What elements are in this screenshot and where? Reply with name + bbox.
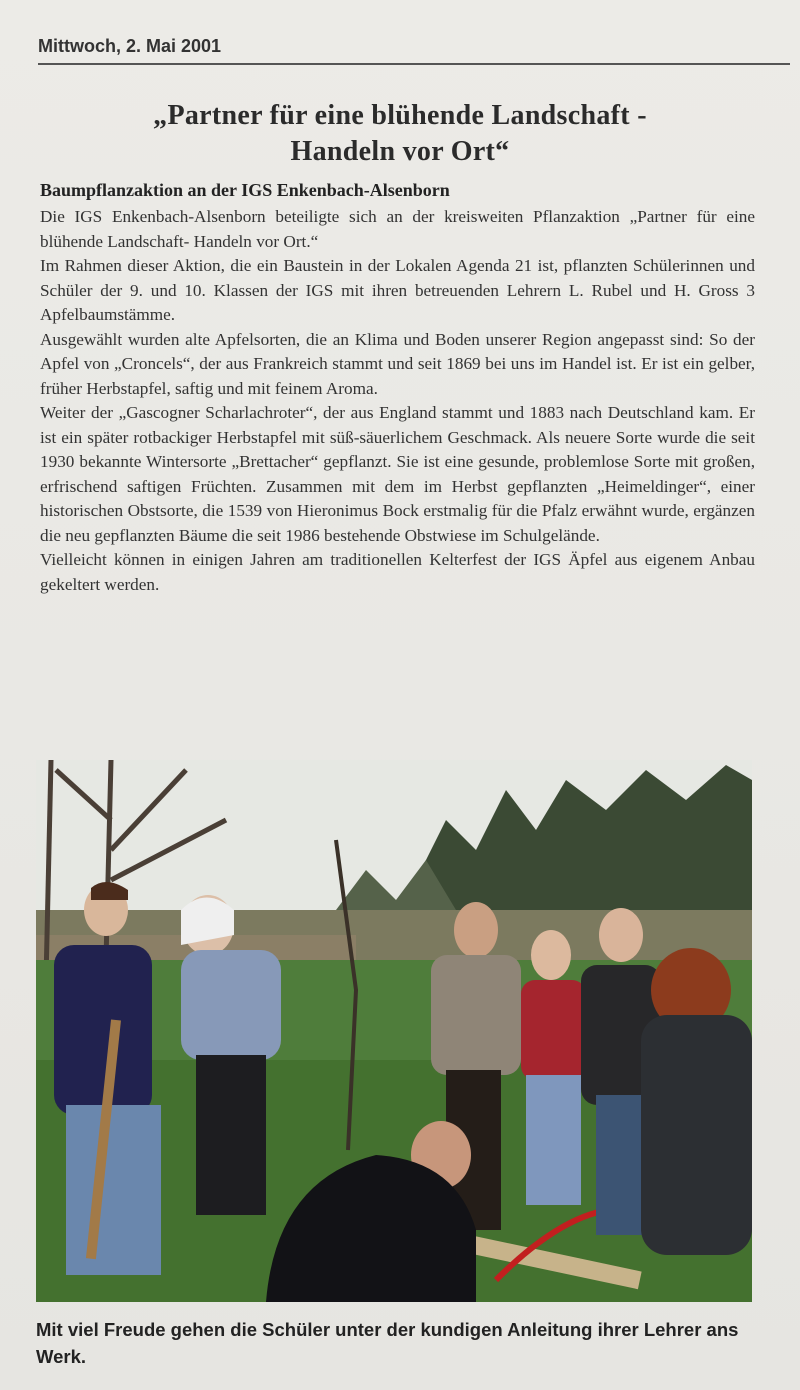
article-photo — [36, 760, 752, 1302]
photo-illustration — [36, 760, 752, 1302]
paragraph-5: Vielleicht können in einigen Jahren am traditionellen Kelterfest der IGS Äpfel aus eigenem Anbau gekeltert werden. — [40, 550, 755, 594]
paragraph-3: Ausgewählt wurden alte Apfelsorten, die an Klima und Boden unserer Region angepasst sind: So der Apfel von „Croncels“, der aus Frankreich stammt und seit 1869 bei uns im Handel ist. Er ist ein gelber, früher Herbstapfel, saftig und mit feinem Aroma. — [40, 329, 755, 398]
paragraph-1: Die IGS Enkenbach-Alsenborn beteiligte sich an der kreisweiten Pflanzaktion „Partner für eine blühende Landschaft- Handeln vor Ort.“ — [40, 207, 755, 251]
paragraph-2: Im Rahmen dieser Aktion, die ein Baustein in der Lokalen Agenda 21 ist, pflanzten Schülerinnen und Schüler der 9. und 10. Klassen der IGS mit ihren betreuenden Lehrern L. Rubel und H. Gross 3 Apfelbaumstämme. — [40, 256, 755, 324]
article-body — [40, 205, 755, 597]
headline-line-1: „Partner für eine blühende Landschaft - — [153, 100, 647, 131]
paragraph-4: Weiter der „Gascogner Scharlachroter“, der aus England stammt und 1883 nach Deutschland kam. Er ist ein später rotbackiger Herbstapfel mit süß-säuerlichem Geschmack. Als neuere Sorte wurde die seit 1930 bekannte Wintersorte „Brettacher“ gepflanzt. Sie ist eine gesunde, problemlose Sorte mit großen, erfrischend saftigen Früchten. Zusammen mit dem im Herbst gepflanzten „Heimeldinger“, einer historischen Obstsorte, die 1539 von Hieronimus Bock erstmalig für die Pfalz erwähnt wurde, ergänzen die neu gepflanzten Bäume die seit 1986 bestehende Obstwiese im Schulgelände. — [40, 403, 755, 545]
headline-line-2: Handeln vor Ort“ — [290, 136, 510, 167]
subheadline: Baumpflanzaktion an der IGS Enkenbach-Alsenborn — [40, 180, 450, 200]
dateline: Mittwoch, 2. Mai 2001 — [38, 36, 790, 65]
photo-caption: Mit viel Freude gehen die Schüler unter der kundigen Anleitung ihrer Lehrer ans Werk. — [36, 1319, 739, 1367]
headline — [40, 98, 760, 170]
